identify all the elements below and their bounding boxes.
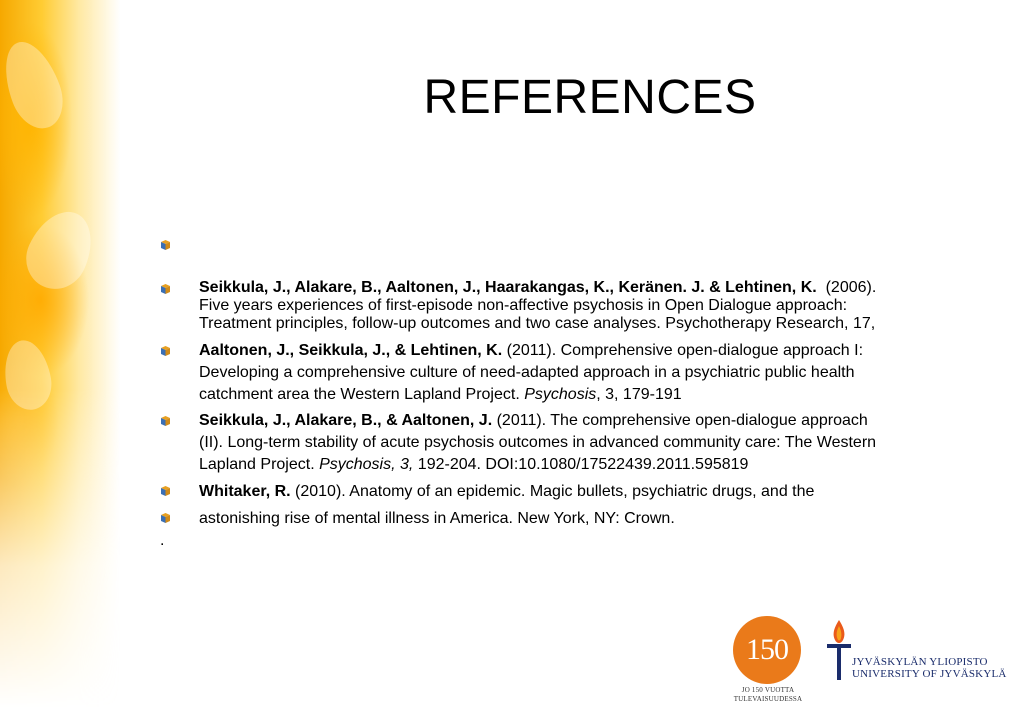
reference-item xyxy=(199,410,989,476)
bullet-icon xyxy=(161,284,170,294)
page-title: REFERENCES xyxy=(423,71,757,124)
reference-line xyxy=(199,410,989,432)
reference-text: 192-204. DOI:10.1080/17522439.2011.595819 xyxy=(413,456,749,473)
reference-text: catchment area the Western Lapland Project. xyxy=(199,386,525,403)
reference-authors: Seikkula, J., Alakare, B., & Aaltonen, J. xyxy=(199,412,493,429)
reference-authors: Seikkula, J., Alakare, B., Aaltonen, J., Haarakangas, K., Keränen. J. & Lehtinen, K. xyxy=(199,279,817,296)
torch-icon xyxy=(826,618,852,682)
journal-name: Psychosis, 3, xyxy=(319,456,414,473)
reference-line: Treatment principles, follow-up outcomes and two case analyses. Psychotherapy Research, 17, xyxy=(199,315,876,332)
university-name-finnish: JYVÄSKYLÄN YLIOPISTO xyxy=(852,656,988,668)
journal-name: Psychosis xyxy=(524,386,597,403)
reference-line xyxy=(199,384,989,406)
reference-item xyxy=(199,340,989,406)
anniversary-number: 150 xyxy=(746,633,788,666)
anniversary-caption-2: TULEVAISUUDESSA xyxy=(733,695,803,703)
reference-item xyxy=(199,509,989,529)
bullet-icon xyxy=(161,486,170,496)
reference-item xyxy=(199,482,989,502)
reference-line: Five years experiences of first-episode non-affective psychosis in Open Dialogue approach: xyxy=(199,297,848,314)
anniversary-logo xyxy=(733,616,801,684)
bullet-icon xyxy=(161,240,170,250)
reference-text: , 3, 179-191 xyxy=(596,386,682,403)
reference-item xyxy=(199,279,989,333)
reference-line xyxy=(199,340,989,362)
reference-authors: Whitaker, R. xyxy=(199,483,291,500)
bullet-icon xyxy=(161,513,170,523)
reference-text: (2010). Anatomy of an epidemic. Magic bullets, psychiatric drugs, and the xyxy=(290,483,815,500)
reference-line xyxy=(199,482,989,502)
reference-text: Lapland Project. xyxy=(199,456,320,473)
reference-text: (2011). Comprehensive open-dialogue approach I: xyxy=(502,342,864,359)
reference-text: (2011). The comprehensive open-dialogue approach xyxy=(492,412,868,429)
reference-text: (2006). xyxy=(825,279,877,296)
anniversary-caption-1: JO 150 VUOTTA xyxy=(741,686,795,694)
reference-line xyxy=(199,454,989,476)
reference-line: astonishing rise of mental illness in America. New York, NY: Crown. xyxy=(199,510,675,527)
reference-line xyxy=(199,279,989,297)
reference-line: (II). Long-term stability of acute psychosis outcomes in advanced community care: The Western xyxy=(199,434,877,451)
reference-line: Developing a comprehensive culture of need-adapted approach in a psychiatric public health xyxy=(199,364,855,381)
decorative-background-leaves xyxy=(0,0,120,708)
trailing-dot: . xyxy=(160,532,165,549)
bullet-icon xyxy=(161,416,170,426)
reference-authors: Aaltonen, J., Seikkula, J., & Lehtinen, K. xyxy=(199,342,503,359)
university-name-english: UNIVERSITY OF JYVÄSKYLÄ xyxy=(852,668,1007,680)
bullet-icon xyxy=(161,346,170,356)
